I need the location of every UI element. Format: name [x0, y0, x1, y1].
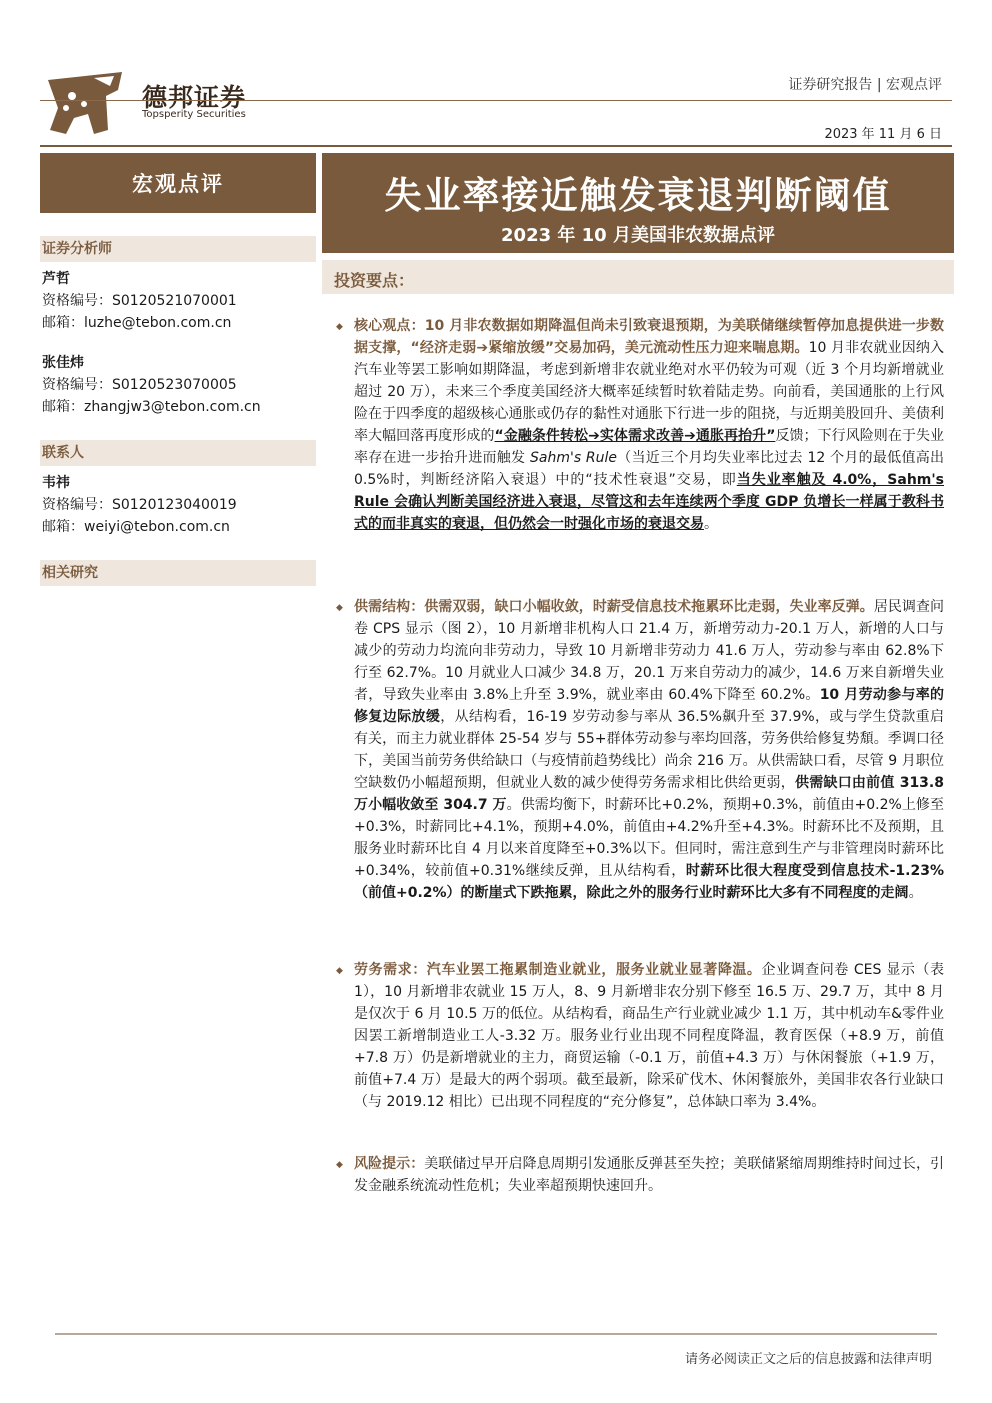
section-labor-demand — [354, 959, 944, 1113]
analyst-email[interactable]: 邮箱：zhangjw3@tebon.com.cn — [42, 399, 261, 415]
related-research-label: 相关研究 — [40, 560, 316, 586]
bullet-icon: ◆ — [336, 322, 343, 332]
analyst-section-label: 证券分析师 — [40, 236, 316, 262]
section-text: 居民调查问卷 CPS 显示（图 2），10 月新增非机构人口 21.4 万，新增劳动力-20.1 万人，新增的人口与减少的劳动力均流向非劳动力，导致 10 月新增非劳动力 41.6 万人，劳动参与率由 62.8%下行至 62.7%。10 月就业人口减少 34.8 万，20.1 万来自劳动力的减少，14.6 万来自新增失业者，导致失业率由 3.8%上升至 3.9%，就业率由 60.4%下降至 60.2%。 — [354, 599, 945, 703]
section-risk — [354, 1153, 944, 1197]
contact-name: 韦祎 — [42, 475, 70, 491]
section-lead: 劳务需求：汽车业罢工拖累制造业就业，服务业就业显著降温。 — [354, 962, 762, 978]
section-core-view — [354, 315, 944, 535]
section-emphasis: 供需缺口由前值 313.8 万小幅收敛至 304.7 万 — [354, 775, 944, 813]
section-text: 。 — [704, 516, 718, 532]
contact-cert: 资格编号：S0120123040019 — [42, 497, 237, 513]
brand-name: 德邦证券 — [142, 83, 247, 112]
analyst-cert: 资格编号：S0120521070001 — [42, 293, 237, 309]
section-text: 反馈；下行风险则在于失业率存在进一步抬升进而触发 — [354, 428, 944, 466]
section-text: 企业调查问卷 CES 显示（表 1），10 月新增非农就业 15 万人，8、9 月新增非农分别下修至 16.5 万、29.7 万，其中 8 月是仅次于 6 月 10.5 万的低位。从结构看，商品生产行业就业减少 1.1 万，其中机动车&零件业因罢工新增制造业工人-3.32 万。服务业行业出现不同程度降温，教育医保（+8.9 万，前值+7.8 万）仍是新增就业的主力，商贸运输（-0.1 万，前值+4.3 万）与休闲餐旅（+1.9 万，前值+7.4 万）是最大的两个弱项。截至最新，除采矿伐木、休闲餐旅外，美国非农各行业缺口（与 2019.12 相比）已出现不同程度的“充分修复”，总体缺口率为 3.4%。 — [354, 962, 944, 1110]
date-divider — [40, 145, 952, 147]
key-points-label: 投资要点： — [334, 271, 415, 290]
bullet-icon: ◆ — [336, 603, 343, 613]
report-date: 2023 年 11 月 6 日 — [824, 127, 942, 142]
section-supply-demand — [354, 596, 944, 904]
contact-email[interactable]: 邮箱：weiyi@tebon.com.cn — [42, 519, 230, 535]
page-title: 失业率接近触发衰退判断阈值 — [384, 174, 892, 217]
section-lead: 供需结构：供需双弱，缺口小幅收敛，时薪受信息技术拖累环比走弱，失业率反弹。 — [354, 599, 874, 615]
section-emphasis: “金融条件转松➔实体需求改善➔通胀再抬升” — [494, 428, 776, 444]
analyst-cert: 资格编号：S0120523070005 — [42, 377, 237, 393]
analyst-name: 张佳炜 — [42, 355, 84, 371]
category-banner: 宏观点评 — [40, 153, 316, 213]
section-text: 。 — [908, 885, 923, 901]
section-lead: 核心观点：10 月非农数据如期降温但尚未引致衰退预期，为美联储继续暂停加息提供进一步数据支撑，“经济走弱➔紧缩放缓”交易加码，美元流动性压力迎来喘息期。 — [354, 318, 944, 356]
bullet-icon: ◆ — [336, 966, 343, 976]
company-logo-icon — [44, 70, 124, 138]
report-type: 证券研究报告 | 宏观点评 — [788, 77, 942, 93]
section-emphasis: 10 月劳动参与率的修复边际放缓 — [354, 687, 944, 725]
title-banner — [322, 153, 954, 253]
analyst-name: 芦哲 — [42, 271, 70, 287]
brand-name-en: Topsperity Securities — [142, 109, 246, 120]
header-divider — [40, 100, 952, 101]
section-text: （当近三个月均失业率比过去 12 个月的最低值高出 0.5%时，判断经济陷入衰退）中的“技术性衰退”交易，即 — [354, 450, 944, 488]
section-emphasis: 当失业率触及 4.0%，Sahm's Rule 会确认判断美国经济进入衰退，尽管这和去年连续两个季度 GDP 负增长一样属于教科书式的而非真实的衰退，但仍然会一时强化市场的衰退交易 — [354, 472, 944, 532]
page-subtitle: 2023 年 10 月美国非农数据点评 — [501, 225, 775, 246]
contact-section-label: 联系人 — [40, 440, 316, 466]
analyst-email[interactable]: 邮箱：luzhe@tebon.com.cn — [42, 315, 232, 331]
section-lead: 风险提示： — [354, 1156, 425, 1172]
section-text: ，从结构看，16-19 岁劳动参与率从 36.5%飙升至 37.9%，或与学生贷款重启有关，而主力就业群体 25-54 岁与 55+群体劳动参与率均回落，劳务供给修复势頽。季调口径下，美国当前劳务供给缺口（与疫情前趋势线比）尚余 216 万。从供需缺口看，尽管 9 月职位空缺数仍小幅超预期，但就业人数的减少使得劳务需求相比供给更弱， — [354, 709, 944, 791]
section-italic: Sahm's Rule — [530, 450, 617, 466]
section-emphasis: 时薪环比很大程度受到信息技术-1.23%（前值+0.2%）的断崖式下跌拖累，除此之外的服务行业时薪环比大多有不同程度的走阔 — [354, 863, 944, 901]
section-text: 10 月非农就业因纳入汽车业等罢工影响如期降温，考虑到新增非农就业绝对水平仍较为可观（近 3 个月均新增就业超过 20 万），未来三个季度美国经济大概率延续暂时软着陆走势。向前看，美国通胀的上行风险在于四季度的超级核心通胀或仍存的黏性对通胀下行进一步的阻挠，与近期美股回升、美债利率大幅回落再度形成的 — [354, 340, 944, 444]
bullet-icon: ◆ — [336, 1160, 343, 1170]
footer-divider — [55, 1333, 937, 1335]
section-text: 。供需均衡下，时薪环比+0.2%，预期+0.3%，前值由+0.2%上修至+0.3%，时薪同比+4.1%，预期+4.0%，前值由+4.2%升至+4.3%。时薪环比不及预期，且服务业时薪环比自 4 月以来首度降至+0.3%以下。但同时，需注意到生产与非管理岗时薪环比+0.34%，较前值+0.31%继续反弹，且从结构看， — [354, 797, 944, 879]
section-text: 美联储过早开启降息周期引发通胀反弹甚至失控；美联储紧缩周期维持时间过长，引发金融系统流动性危机；失业率超预期快速回升。 — [354, 1156, 945, 1194]
key-points-bar — [322, 260, 954, 294]
disclaimer-note: 请务必阅读正文之后的信息披露和法律声明 — [684, 1352, 932, 1367]
